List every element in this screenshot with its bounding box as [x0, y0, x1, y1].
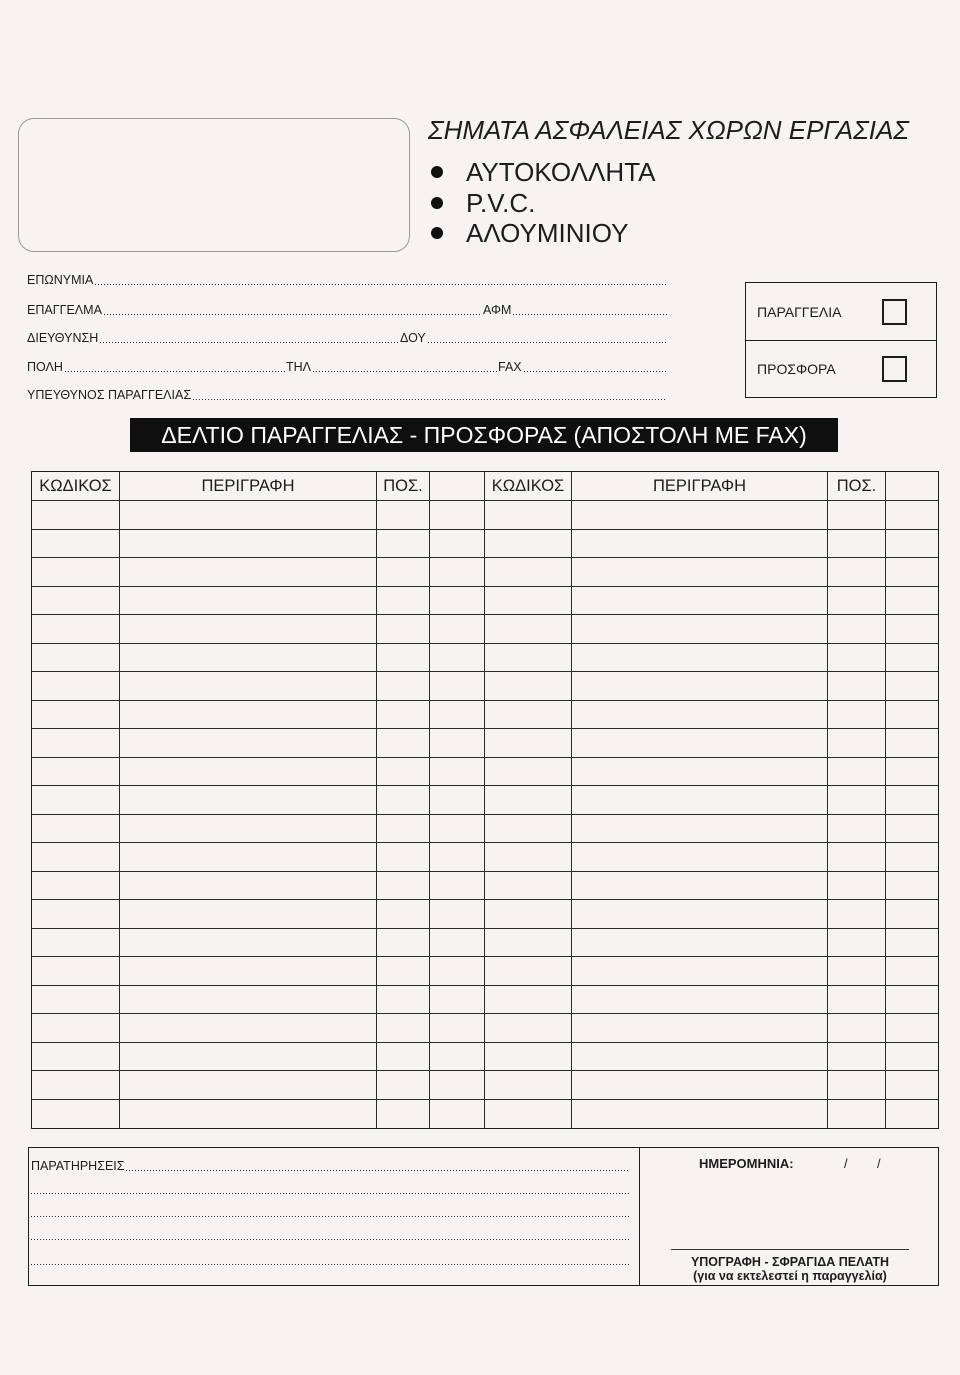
table-cell	[485, 644, 572, 673]
company-name-line	[95, 284, 667, 285]
table-cell	[828, 786, 886, 815]
table-cell	[886, 957, 938, 986]
table-cell	[32, 644, 120, 673]
column-header-code: ΚΩΔΙΚΟΣ	[32, 472, 120, 501]
table-cell	[377, 587, 430, 616]
phone-line	[313, 371, 497, 372]
order-contact-line	[193, 399, 667, 400]
table-cell	[120, 672, 377, 701]
field-company-name	[27, 272, 668, 288]
vat-number-line	[513, 314, 667, 315]
table-cell	[572, 644, 828, 673]
table-cell	[377, 815, 430, 844]
table-cell	[572, 1100, 828, 1129]
table-cell	[828, 1100, 886, 1129]
table-cell	[377, 530, 430, 559]
table-cell	[32, 1100, 120, 1129]
table-cell	[430, 1100, 485, 1129]
table-cell	[886, 843, 938, 872]
order-table	[31, 471, 939, 1129]
table-cell	[886, 815, 938, 844]
table-cell	[32, 672, 120, 701]
table-cell	[32, 957, 120, 986]
table-cell	[430, 843, 485, 872]
table-cell	[32, 786, 120, 815]
table-cell	[120, 872, 377, 901]
table-cell	[377, 672, 430, 701]
table-cell	[485, 815, 572, 844]
table-cell	[430, 644, 485, 673]
table-cell	[120, 1043, 377, 1072]
table-cell	[120, 957, 377, 986]
table-cell	[485, 786, 572, 815]
table-cell	[430, 558, 485, 587]
table-cell	[572, 786, 828, 815]
table-cell	[828, 929, 886, 958]
table-cell	[120, 758, 377, 787]
table-cell	[430, 872, 485, 901]
notes-line	[31, 1193, 630, 1194]
table-cell	[572, 701, 828, 730]
table-cell	[828, 872, 886, 901]
signature-note: (για να εκτελεστεί η παραγγελία)	[693, 1269, 887, 1283]
tax-office-line	[428, 342, 667, 343]
date-separator: /	[844, 1156, 848, 1171]
table-cell	[430, 1043, 485, 1072]
table-cell	[572, 1071, 828, 1100]
table-cell	[485, 758, 572, 787]
table-cell	[377, 1071, 430, 1100]
table-cell	[886, 929, 938, 958]
table-cell	[828, 900, 886, 929]
table-cell	[32, 843, 120, 872]
page-title: ΣΗΜΑΤΑ ΑΣΦΑΛΕΙΑΣ ΧΩΡΩΝ ΕΡΓΑΣΙΑΣ	[428, 115, 909, 145]
table-cell	[430, 929, 485, 958]
table-cell	[572, 815, 828, 844]
signature-caption	[661, 1255, 919, 1283]
product-item	[428, 188, 656, 219]
table-cell	[32, 986, 120, 1015]
table-cell	[886, 587, 938, 616]
table-cell	[886, 530, 938, 559]
table-cell	[32, 729, 120, 758]
table-cell	[886, 701, 938, 730]
table-cell	[32, 900, 120, 929]
profession-label: ΕΠΑΓΓΕΛΜΑ	[27, 303, 102, 317]
table-cell	[572, 672, 828, 701]
table-cell	[485, 530, 572, 559]
column-header-description: ΠΕΡΙΓΡΑΦΗ	[120, 472, 377, 501]
column-header-code: ΚΩΔΙΚΟΣ	[485, 472, 572, 501]
table-cell	[32, 929, 120, 958]
table-cell	[828, 530, 886, 559]
table-cell	[485, 701, 572, 730]
bullet-icon	[431, 227, 443, 239]
table-cell	[120, 1100, 377, 1129]
order-contact-label: ΥΠΕΥΘΥΝΟΣ ΠΑΡΑΓΓΕΛΙΑΣ	[27, 388, 192, 402]
table-cell	[828, 986, 886, 1015]
table-cell	[828, 815, 886, 844]
table-cell	[886, 729, 938, 758]
table-cell	[886, 1100, 938, 1129]
table-cell	[485, 986, 572, 1015]
table-cell	[377, 843, 430, 872]
product-list	[428, 157, 656, 249]
table-cell	[377, 986, 430, 1015]
form-title-banner: ΔΕΛΤΙΟ ΠΑΡΑΓΓΕΛΙΑΣ - ΠΡΟΣΦΟΡΑΣ (ΑΠΟΣΤΟΛΗ ΜΕ FAX)	[130, 418, 838, 452]
table-cell	[32, 615, 120, 644]
table-cell	[430, 530, 485, 559]
table-cell	[430, 587, 485, 616]
table-cell	[828, 644, 886, 673]
table-cell	[120, 501, 377, 530]
table-cell	[430, 729, 485, 758]
table-cell	[120, 900, 377, 929]
table-cell	[886, 615, 938, 644]
table-cell	[32, 872, 120, 901]
column-header-quantity: ΠΟΣ.	[828, 472, 886, 501]
table-cell	[572, 1014, 828, 1043]
product-item	[428, 218, 656, 249]
notes-line	[31, 1239, 630, 1240]
table-cell	[828, 1043, 886, 1072]
table-cell	[120, 644, 377, 673]
table-cell	[485, 1014, 572, 1043]
table-cell	[120, 530, 377, 559]
table-cell	[120, 815, 377, 844]
product-label: P.V.C.	[466, 187, 536, 218]
table-cell	[572, 843, 828, 872]
table-cell	[828, 587, 886, 616]
table-cell	[120, 1014, 377, 1043]
table-cell	[886, 501, 938, 530]
table-cell	[828, 558, 886, 587]
table-cell	[886, 558, 938, 587]
fax-line	[524, 371, 667, 372]
table-cell	[120, 986, 377, 1015]
table-cell	[120, 843, 377, 872]
table-cell	[572, 615, 828, 644]
notes-line	[31, 1216, 630, 1217]
table-cell	[32, 501, 120, 530]
table-cell	[430, 957, 485, 986]
signature-label: ΥΠΟΓΡΑΦΗ - ΣΦΡΑΓΙΔΑ ΠΕΛΑΤΗ	[690, 1255, 890, 1269]
table-cell	[485, 1100, 572, 1129]
table-cell	[828, 843, 886, 872]
table-cell	[572, 587, 828, 616]
table-cell	[377, 929, 430, 958]
field-address-tax-office	[27, 330, 668, 346]
product-item	[428, 157, 656, 188]
address-label: ΔΙΕΥΘΥΝΣΗ	[27, 331, 99, 345]
table-cell	[430, 615, 485, 644]
profession-line	[104, 314, 482, 315]
table-cell	[572, 872, 828, 901]
table-cell	[886, 786, 938, 815]
table-cell	[485, 1071, 572, 1100]
table-cell	[572, 558, 828, 587]
table-cell	[377, 1014, 430, 1043]
table-cell	[828, 758, 886, 787]
table-cell	[430, 986, 485, 1015]
table-cell	[886, 672, 938, 701]
table-cell	[572, 501, 828, 530]
table-cell	[377, 501, 430, 530]
table-cell	[430, 701, 485, 730]
bullet-icon	[431, 166, 443, 178]
table-cell	[377, 758, 430, 787]
table-cell	[886, 758, 938, 787]
table-cell	[120, 1071, 377, 1100]
table-cell	[377, 1100, 430, 1129]
table-cell	[32, 815, 120, 844]
table-cell	[377, 729, 430, 758]
table-cell	[377, 900, 430, 929]
table-cell	[120, 786, 377, 815]
order-option-label: ΠΑΡΑΓΓΕΛΙΑ	[757, 303, 842, 320]
table-cell	[485, 587, 572, 616]
product-label: ΑΛΟΥΜΙΝΙΟΥ	[466, 218, 629, 248]
table-cell	[828, 1071, 886, 1100]
table-cell	[377, 644, 430, 673]
table-cell	[377, 558, 430, 587]
table-cell	[120, 701, 377, 730]
table-cell	[572, 986, 828, 1015]
table-cell	[120, 558, 377, 587]
table-cell	[572, 1043, 828, 1072]
table-cell	[32, 701, 120, 730]
table-cell	[485, 843, 572, 872]
notes-field	[31, 1158, 630, 1174]
table-cell	[377, 872, 430, 901]
table-cell	[828, 1014, 886, 1043]
notes-line	[126, 1170, 629, 1171]
notes-label: ΠΑΡΑΤΗΡΗΣΕΙΣ	[31, 1159, 125, 1173]
table-cell	[828, 501, 886, 530]
signature-line	[671, 1249, 909, 1250]
table-cell	[430, 1071, 485, 1100]
column-header-blank	[430, 472, 485, 501]
table-cell	[430, 786, 485, 815]
table-cell	[485, 957, 572, 986]
table-cell	[430, 900, 485, 929]
bullet-icon	[431, 197, 443, 209]
city-label: ΠΟΛΗ	[27, 360, 63, 374]
table-cell	[828, 729, 886, 758]
table-cell	[430, 501, 485, 530]
table-cell	[430, 815, 485, 844]
table-cell	[485, 729, 572, 758]
table-cell	[572, 929, 828, 958]
footer-divider	[639, 1148, 641, 1285]
table-cell	[120, 729, 377, 758]
table-cell	[485, 929, 572, 958]
table-cell	[886, 644, 938, 673]
table-cell	[430, 1014, 485, 1043]
product-label: ΑΥΤΟΚΟΛΛΗΤΑ	[466, 157, 656, 187]
order-checkbox	[882, 299, 907, 325]
quote-checkbox	[882, 356, 907, 382]
table-cell	[32, 1071, 120, 1100]
table-cell	[485, 900, 572, 929]
vat-number-label: ΑΦΜ	[483, 303, 512, 317]
table-cell	[377, 701, 430, 730]
table-cell	[572, 957, 828, 986]
column-header-description: ΠΕΡΙΓΡΑΦΗ	[572, 472, 828, 501]
table-cell	[572, 900, 828, 929]
table-cell	[32, 558, 120, 587]
quote-option-label: ΠΡΟΣΦΟΡΑ	[757, 361, 836, 378]
table-cell	[828, 701, 886, 730]
table-cell	[572, 530, 828, 559]
table-cell	[886, 900, 938, 929]
notes-line	[31, 1264, 630, 1265]
table-cell	[120, 587, 377, 616]
table-cell	[430, 672, 485, 701]
document-type-box	[745, 282, 937, 398]
column-header-quantity: ΠΟΣ.	[377, 472, 430, 501]
table-cell	[32, 587, 120, 616]
table-cell	[32, 1043, 120, 1072]
table-cell	[120, 615, 377, 644]
table-cell	[886, 1043, 938, 1072]
table-cell	[572, 729, 828, 758]
table-cell	[886, 1014, 938, 1043]
date-label: ΗΜΕΡΟΜΗΝΙΑ:	[699, 1156, 794, 1171]
company-name-label: ΕΠΩΝΥΜΙΑ	[27, 273, 94, 287]
table-cell	[485, 672, 572, 701]
table-cell	[32, 758, 120, 787]
column-header-blank	[886, 472, 938, 501]
table-cell	[430, 758, 485, 787]
table-cell	[886, 986, 938, 1015]
fax-label: FAX	[498, 360, 522, 374]
table-cell	[572, 758, 828, 787]
table-cell	[485, 615, 572, 644]
table-cell	[377, 615, 430, 644]
footer-box	[28, 1147, 939, 1286]
table-cell	[886, 1071, 938, 1100]
table-cell	[485, 1043, 572, 1072]
date-separator: /	[877, 1156, 881, 1171]
table-cell	[485, 558, 572, 587]
table-cell	[377, 957, 430, 986]
city-line	[65, 371, 285, 372]
table-cell	[32, 1014, 120, 1043]
table-cell	[485, 872, 572, 901]
table-cell	[377, 786, 430, 815]
table-cell	[886, 872, 938, 901]
field-profession-vat	[27, 302, 668, 318]
table-cell	[32, 530, 120, 559]
quote-option	[746, 342, 936, 398]
table-cell	[377, 1043, 430, 1072]
table-cell	[828, 672, 886, 701]
field-city-phone-fax	[27, 359, 668, 375]
address-line	[100, 342, 399, 343]
company-stamp-area	[18, 118, 410, 252]
table-cell	[828, 615, 886, 644]
phone-label: ΤΗΛ	[286, 360, 312, 374]
table-cell	[485, 501, 572, 530]
order-option	[746, 283, 936, 341]
field-order-contact	[27, 387, 668, 403]
tax-office-label: ΔΟΥ	[400, 331, 426, 345]
table-cell	[120, 929, 377, 958]
table-cell	[828, 957, 886, 986]
